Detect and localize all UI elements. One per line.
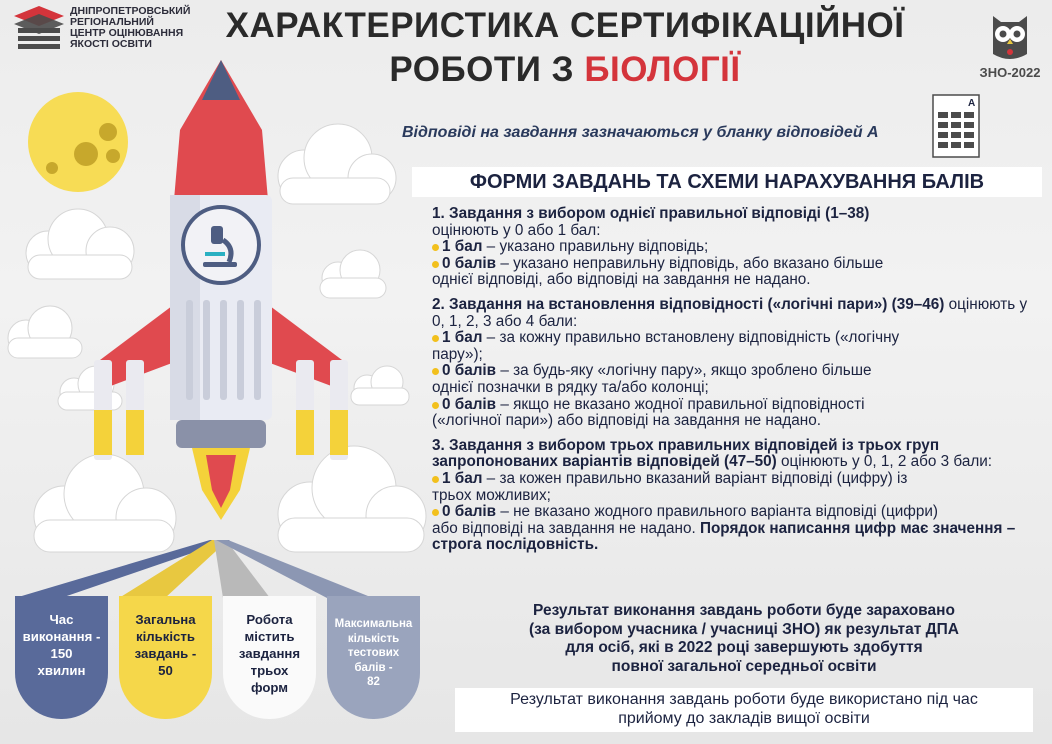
task-heading-rest: оцінюють у 0, 1, 2, 3 або 4 бали: [432, 295, 1028, 330]
logo-text [70, 6, 210, 50]
bullet-continuation: трьох можливих; [432, 486, 551, 504]
bullet-continuation: («логічної пари») або відповіді на завдання не надано. [432, 412, 822, 430]
result-dpa-note [470, 602, 1018, 676]
task-bullet [432, 504, 1032, 521]
logo-line: ЦЕНТР ОЦІНЮВАННЯ [70, 27, 184, 39]
bullet-score: 0 балів [442, 395, 497, 413]
pill-line: 150 [50, 646, 73, 661]
task-bullet [432, 330, 1032, 347]
pill-line: Максимальна [334, 618, 413, 630]
tasks-list [432, 206, 1032, 562]
zno-badge [976, 6, 1044, 80]
info-pill-max-score [327, 596, 420, 719]
title-line-1: ХАРАКТЕРИСТИКА СЕРТИФІКАЦІЙНОЇ [225, 6, 905, 45]
task-heading [432, 206, 1032, 239]
result-admission-line: Результат виконання завдань роботи буде використано під час [510, 691, 978, 708]
pill-line: 82 [367, 676, 380, 688]
pill-line: Час [49, 612, 74, 627]
task-bullet [432, 397, 1032, 414]
logo-line: РЕГІОНАЛЬНИЙ [70, 16, 154, 28]
result-admission-note [455, 688, 1033, 732]
bullet-score: 1 бал [442, 238, 483, 256]
bullet-text: – не вказано жодного правильного варіанта відповіді (цифри) [496, 503, 939, 521]
microscope-icon [195, 222, 245, 272]
info-pill-task-forms [223, 596, 316, 719]
bullet-score: 0 балів [442, 503, 497, 521]
pill-line: кількість [136, 629, 195, 644]
bullet-text: – указано правильну відповідь; [482, 238, 709, 256]
answer-sheet-label: А [968, 98, 976, 109]
task-heading-bold: 3. Завдання з вибором трьох правильних відповідей із трьох груп запропонованих варіантів відповідей (47–50) [432, 436, 940, 471]
bullet-score: 0 балів [442, 254, 497, 272]
cloud-icon [345, 360, 415, 410]
bullet-score: 1 бал [442, 469, 483, 487]
task-heading-rest: оцінюють у 0 або 1 бал: [432, 221, 601, 239]
answer-sheet-icon [932, 94, 980, 158]
page-title [220, 4, 910, 92]
logo-line: ЯКОСТІ ОСВІТИ [70, 38, 152, 50]
pill-line: трьох [250, 663, 289, 678]
bullet-dot-icon [432, 476, 439, 483]
logo [14, 6, 210, 50]
info-pill-task-count [119, 596, 212, 719]
result-dpa-line: Результат виконання завдань роботи буде зараховано [533, 602, 955, 619]
title-subject: БІОЛОГІЇ [584, 50, 741, 89]
answer-note: Відповіді на завдання зазначаються у бланку відповідей А [402, 124, 879, 141]
result-admission-line: прийому до закладів вищої освіти [618, 709, 870, 727]
pill-line: форм [250, 680, 289, 695]
bullet-dot-icon [432, 261, 439, 268]
logo-line: ДНІПРОПЕТРОВСЬКИЙ [70, 5, 191, 17]
pill-line: виконання - [22, 629, 101, 644]
bullet-score: 1 бал [442, 329, 483, 347]
bullet-continuation: однієї позначки в рядку та/або колонці; [432, 378, 709, 396]
result-dpa-line: (за вибором учасника / учасниці ЗНО) як результат ДПА [529, 620, 959, 638]
task-bullet [432, 239, 1032, 256]
pill-line: Робота [246, 612, 293, 627]
zno-label: ЗНО-2022 [979, 65, 1041, 80]
pill-line: 50 [158, 663, 173, 678]
task-block-2 [432, 297, 1032, 430]
task-heading [432, 297, 1032, 330]
pill-line: балів - [354, 661, 393, 674]
task-block-1 [432, 206, 1032, 289]
bullet-text: – якщо не вказано жодної правильної відповідності [496, 395, 865, 413]
bullet-text: – за будь-яку «логічну пару», якщо зроблено більше [496, 362, 872, 380]
bullet-text: – указано неправильну відповідь, або вказано більше [496, 254, 884, 272]
task-heading-rest: оцінюють у 0, 1, 2 або 3 бали: [776, 453, 993, 471]
bullet-text: – за кожну правильно встановлену відповідність («логічну [482, 329, 900, 347]
bullet-continuation: однієї відповіді, або відповіді на завдання не надано. [432, 271, 811, 289]
bullet-text: – за кожен правильно вказаний варіант відповіді (цифру) із [482, 469, 908, 487]
owl-icon [981, 6, 1039, 64]
bullet-continuation [432, 521, 1032, 554]
bullet-score: 0 балів [442, 362, 497, 380]
logo-mark-icon [14, 6, 64, 50]
pill-line: завдань - [134, 646, 197, 661]
bullet-dot-icon [432, 335, 439, 342]
title-line-2 [220, 48, 910, 92]
pill-line: Загальна [135, 612, 196, 627]
pill-line: завдання [238, 646, 301, 661]
bullet-continuation-text: або відповіді на завдання не надано. [432, 519, 696, 537]
bullet-dot-icon [432, 244, 439, 251]
task-heading-bold: 1. Завдання з вибором однієї правильної відповіді (1–38) [432, 205, 870, 222]
title-prefix: РОБОТИ З [389, 50, 585, 89]
bullet-dot-icon [432, 509, 439, 516]
bullet-continuation: пару»); [432, 345, 483, 363]
pill-line: тестових [347, 647, 400, 659]
order-note: Порядок написання цифр має значення – строга послідовність. [432, 519, 1016, 554]
launch-base [15, 540, 425, 600]
result-dpa-line: для осіб, які в 2022 році завершують здобуття [565, 639, 923, 656]
result-dpa-line: повної загальної середньої освіти [611, 657, 877, 675]
section-title: ФОРМИ ЗАВДАНЬ ТА СХЕМИ НАРАХУВАННЯ БАЛІВ [412, 167, 1042, 197]
rocket-icon [90, 60, 352, 540]
task-heading [432, 438, 1032, 471]
pill-line: містить [244, 629, 295, 644]
task-bullet [432, 471, 1032, 488]
task-heading-bold: 2. Завдання на встановлення відповідності («логічні пари») (39–46) [432, 295, 945, 313]
task-bullet [432, 363, 1032, 380]
bullet-dot-icon [432, 368, 439, 375]
pill-line: хвилин [37, 663, 86, 678]
cloud-icon [0, 300, 90, 364]
info-pill-duration [15, 596, 108, 719]
task-block-3 [432, 438, 1032, 554]
pill-line: кількість [347, 632, 400, 645]
bullet-dot-icon [432, 402, 439, 409]
task-bullet [432, 256, 1032, 273]
